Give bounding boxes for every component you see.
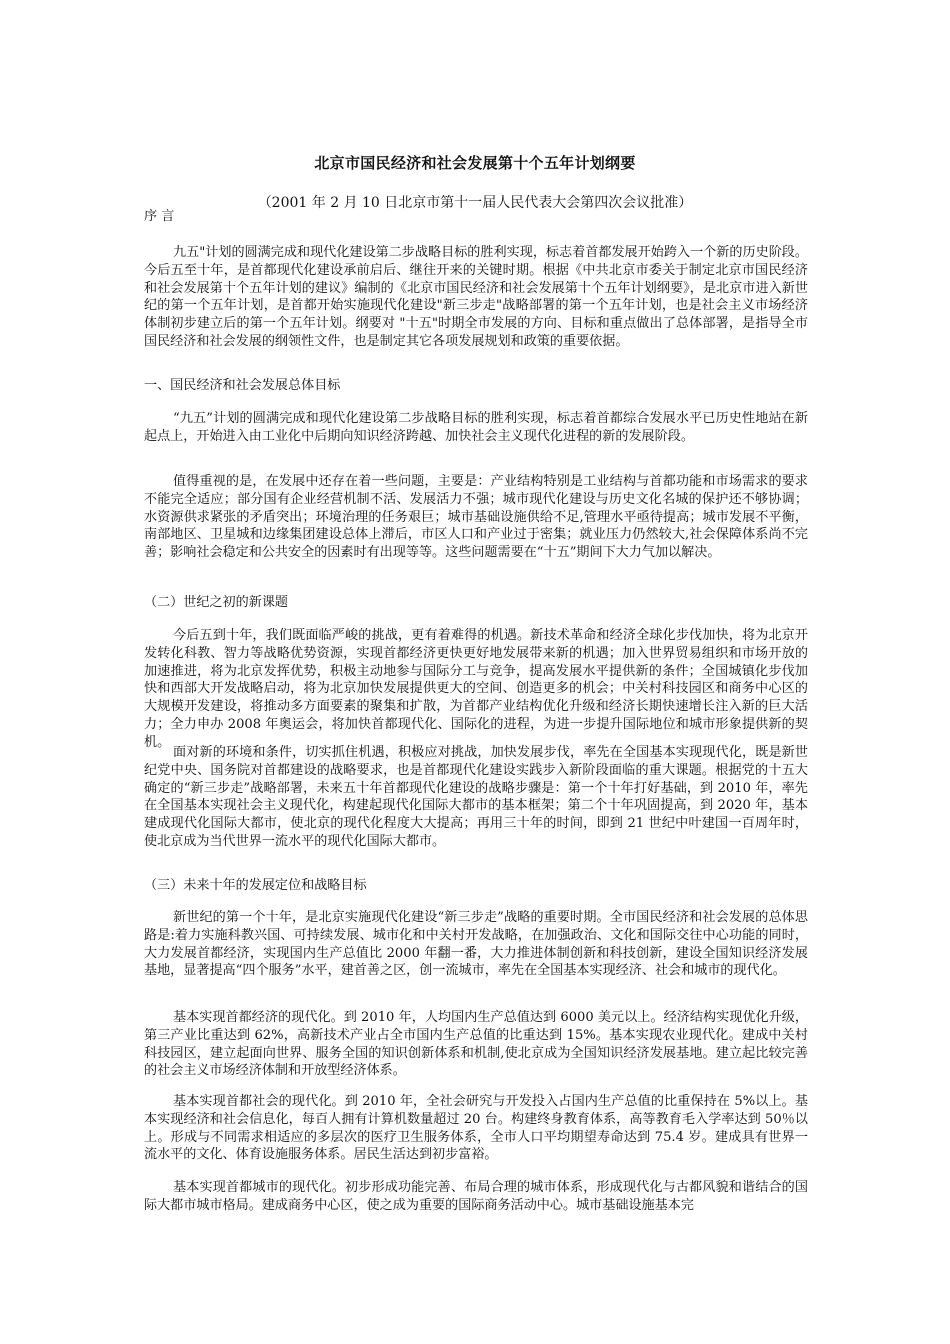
- paragraph-4: 今后五到十年，我们既面临严峻的挑战，更有着难得的机遇。新技术革命和经济全球化步伐加快，将为北京开发转化科教、智力等战略优势资源，实现首都经济更快更好地发展带来新的机遇；加入世界贸易组织和市场开放的加速推进，将为北京发挥优势，积极主动地参与国际分工与竞争，提高发展水平提供新的条件；全国城镇化步伐加快和西部大开发战略启动，将为北京加快发展提供更大的空间、创造更多的机会；中关村科技园区和商务中心区的大规模开发建设，将推动多方面要素的聚集和扩散，为首都产业结构优化升级和经济长期快速增长注入新的巨大活力；全力申办 2008 年奥运会，将加快首都现代化、国际化的进程，为进一步提升国际地位和城市形象提供新的契机。: [144, 628, 808, 750]
- paragraph-3: 值得重视的是，在发展中还存在着一些问题，主要是：产业结构特别是工业结构与首都功能和市场需求的要求不能完全适应；部分国有企业经营机制不活、发展活力不强；城市现代化建设与历史文化名城的保护还不够协调；水资源供求紧张的矛盾突出；环境治理的任务艰巨；城市基础设施供给不足,管理水平亟待提高；城市发展不平衡，南部地区、卫星城和边缘集团建设总体上滞后，市区人口和产业过于密集；就业压力仍然较大,社会保障体系尚不完善；影响社会稳定和公共安全的因素时有出现等等。这些问题需要在“十五”期间下大力气加以解决。: [144, 474, 808, 561]
- section-heading-2: （二）世纪之初的新课题: [144, 595, 289, 610]
- paragraph-2: “九五”计划的圆满完成和现代化建设第二步战略目标的胜利实现，标志着首都综合发展水平已历史性地站在新起点上，开始进入由工业化中后期向知识经济跨越、加快社会主义现代化进程的新的发展阶段。: [144, 411, 808, 444]
- paragraph-7: 基本实现首都经济的现代化。到 2010 年，人均国内生产总值达到 6000 美元以上。经济结构实现优化升级，第三产业比重达到 62%，高新技术产业占全市国内生产总值的比重达到 15%。基本实现农业现代化。建成中关村科技园区，建立起面向世界、服务全国的知识创新体系和机制,使北京成为全国知识经济发展基地。建立起比较完善的社会主义市场经济体制和开放型经济体系。: [144, 1010, 808, 1079]
- section-heading-3: （三）未来十年的发展定位和战略目标: [144, 878, 367, 893]
- paragraph-6: 新世纪的第一个十年，是北京实施现代化建设“新三步走”战略的重要时期。全市国民经济和社会发展的总体思路是:着力实施科教兴国、可持续发展、城市化和中关村开发战略，在加强政治、文化和国际交往中心功能的同时，大力发展首都经济，实现国内生产总值比 2000 年翻一番，大力推进体制创新和科技创新，建设全国知识经济发展基地，显著提高“四个服务”水平，建首善之区，创一流城市，率先在全国基本实现经济、社会和城市的现代化。: [144, 910, 808, 979]
- preface-heading: 序 言: [144, 209, 175, 224]
- paragraph-8: 基本实现首都社会的现代化。到 2010 年，全社会研究与开发投入占国内生产总值的比重保持在 5%以上。基本实现经济和社会信息化，每百人拥有计算机数量超过 20 台。构建终身教育体系，高等教育毛入学率达到 50％以上。形成与不同需求相适应的多层次的医疗卫生服务体系，全市人口平均期望寿命达到 75.4 岁。建成具有世界一流水平的文化、体育设施服务体系。居民生活达到初步富裕。: [144, 1094, 808, 1163]
- section-heading-1: 一、国民经济和社会发展总体目标: [144, 378, 341, 393]
- document-title: 北京市国民经济和社会发展第十个五年计划纲要: [314, 154, 636, 172]
- paragraph-9: 基本实现首都城市的现代化。初步形成功能完善、布局合理的城市体系，形成现代化与古都风貌和谐结合的国际大都市城市格局。建成商务中心区，使之成为重要的国际商务活动中心。城市基础设施基本完: [144, 1180, 808, 1213]
- document-subtitle: （2001 年 2 月 10 日北京市第十一届人民代表大会第四次会议批准）: [257, 195, 693, 211]
- paragraph-preface: 九五"计划的圆满完成和现代化建设第二步战略目标的胜利实现，标志着首都发展开始跨入一个新的历史阶段。今后五至十年，是首都现代化建设承前启后、继往开来的关键时期。根据《中共北京市委关于制定北京市国民经济和社会发展第十个五年计划的建议》编制的《北京市国民经济和社会发展第十个五年计划纲要》，是北京市进入新世纪的第一个五年计划，是首都开始实施现代化建设"新三步走"战略部署的第一个五年计划，也是社会主义市场经济体制初步建立后的第一个五年计划。纲要对 "十五"时期全市发展的方向、目标和重点做出了总体部署，是指导全市国民经济和社会发展的纲领性文件，也是制定其它各项发展规划和政策的重要依据。: [144, 245, 808, 349]
- paragraph-5: 面对新的环境和条件，切实抓住机遇，积极应对挑战，加快发展步伐，率先在全国基本实现现代化，既是新世纪党中央、国务院对首都建设的战略要求，也是首都现代化建设实践步入新阶段面临的重大课题。根据党的十五大确定的“新三步走”战略部署，未来五十年首都现代化建设的战略步骤是：第一个十年打好基础，到 2010 年，率先在全国基本实现社会主义现代化，构建起现代化国际大都市的基本框架；第二个十年巩固提高，到 2020 年，基本建成现代化国际大都市，使北京的现代化程度大大提高；再用三十年的时间，即到 21 世纪中叶建国一百周年时，使北京成为当代世界一流水平的现代化国际大都市。: [144, 745, 808, 849]
